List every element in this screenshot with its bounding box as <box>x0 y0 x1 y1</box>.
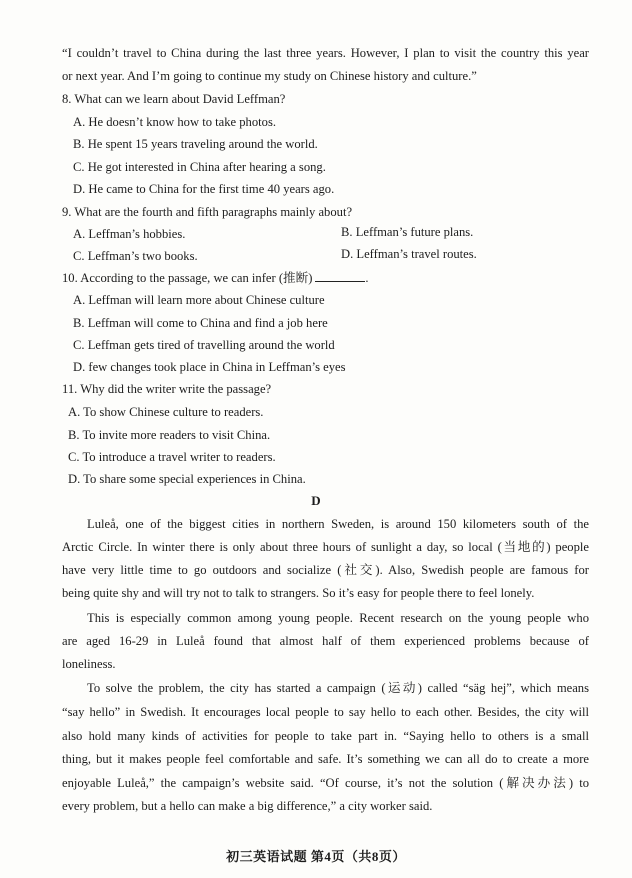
option: D. To share some special experiences in China. <box>68 472 306 486</box>
passage-line: This is especially common among young people. Recent research on the young people who <box>87 611 589 625</box>
section-heading: D <box>311 493 321 508</box>
question-number: 9. <box>62 205 72 219</box>
passage-line: Luleå, one of the biggest cities in northern Sweden, is around 150 kilometers south of the <box>87 517 589 531</box>
option: A. Leffman’s hobbies. <box>73 227 186 241</box>
passage-line: are aged 16-29 in Luleå found that almost half of them experienced problems because of <box>62 634 589 648</box>
question-text: According to the passage, we can infer (推断) <box>80 271 313 285</box>
option: D. few changes took place in China in Leffman’s eyes <box>73 360 346 374</box>
passage-line: have very little time to go outdoors and socialize (社交). Also, Swedish people are famous for <box>62 563 589 577</box>
question-stem <box>62 91 285 107</box>
option: A. To show Chinese culture to readers. <box>68 405 264 419</box>
question-number: 10. <box>62 271 78 285</box>
option: C. To introduce a travel writer to readers. <box>68 450 276 464</box>
page-footer: 初三英语试题 第4页（共8页） <box>226 849 406 864</box>
answer-blank <box>315 270 365 282</box>
question-text: What can we learn about David Leffman? <box>74 92 286 106</box>
quote-line: “I couldn’t travel to China during the last three years. However, I plan to visit the country this year <box>62 46 589 60</box>
quote-line: or next year. And I’m going to continue my study on Chinese history and culture.” <box>62 69 477 83</box>
question-number: 11. <box>62 382 78 396</box>
question-stem <box>62 204 352 220</box>
option: B. Leffman’s future plans. <box>341 225 474 239</box>
question-text: Why did the writer write the passage? <box>80 382 272 396</box>
question-number: 8. <box>62 92 72 106</box>
option: B. Leffman will come to China and find a job here <box>73 316 328 330</box>
passage-line: enjoyable Luleå,” the campaign’s website said. “Of course, it’s not the solution (解决办法) to <box>62 776 589 790</box>
passage-line: “say hello” in Swedish. It encourages local people to say hello to each other. Besides, the city will <box>62 705 589 719</box>
option: D. Leffman’s travel routes. <box>341 247 477 261</box>
passage-line: also hold many kinds of activities for people to take part in. “Saying hello to others is a small <box>62 729 589 743</box>
option: B. To invite more readers to visit China. <box>68 428 271 442</box>
question-text: What are the fourth and fifth paragraphs mainly about? <box>74 205 353 219</box>
passage-line: thing, but it makes people feel comfortable and safe. It’s something we can all do to create a more <box>62 752 589 766</box>
option: C. He got interested in China after hearing a song. <box>73 160 326 174</box>
option: C. Leffman’s two books. <box>73 249 198 263</box>
question-stem <box>62 381 271 397</box>
passage-line: loneliness. <box>62 657 116 671</box>
passage-line: To solve the problem, the city has started a campaign (运动) called “säg hej”, which means <box>87 681 589 695</box>
passage-line: Arctic Circle. In winter there is only about three hours of sunlight a day, so local (当地的) people <box>62 540 589 554</box>
option: A. Leffman will learn more about Chinese culture <box>73 293 325 307</box>
option: C. Leffman gets tired of travelling around the world <box>73 338 335 352</box>
passage-line: every problem, but a hello can make a big difference,” a city worker said. <box>62 799 433 813</box>
passage-line: being quite shy and will try not to talk to strangers. So it’s easy for people there to feel lonely. <box>62 586 535 600</box>
question-stem: 10. According to the passage, we can infer (推断) . <box>62 271 369 285</box>
option: A. He doesn’t know how to take photos. <box>73 115 276 129</box>
option: B. He spent 15 years traveling around the world. <box>73 137 318 151</box>
option: D. He came to China for the first time 40 years ago. <box>73 182 335 196</box>
